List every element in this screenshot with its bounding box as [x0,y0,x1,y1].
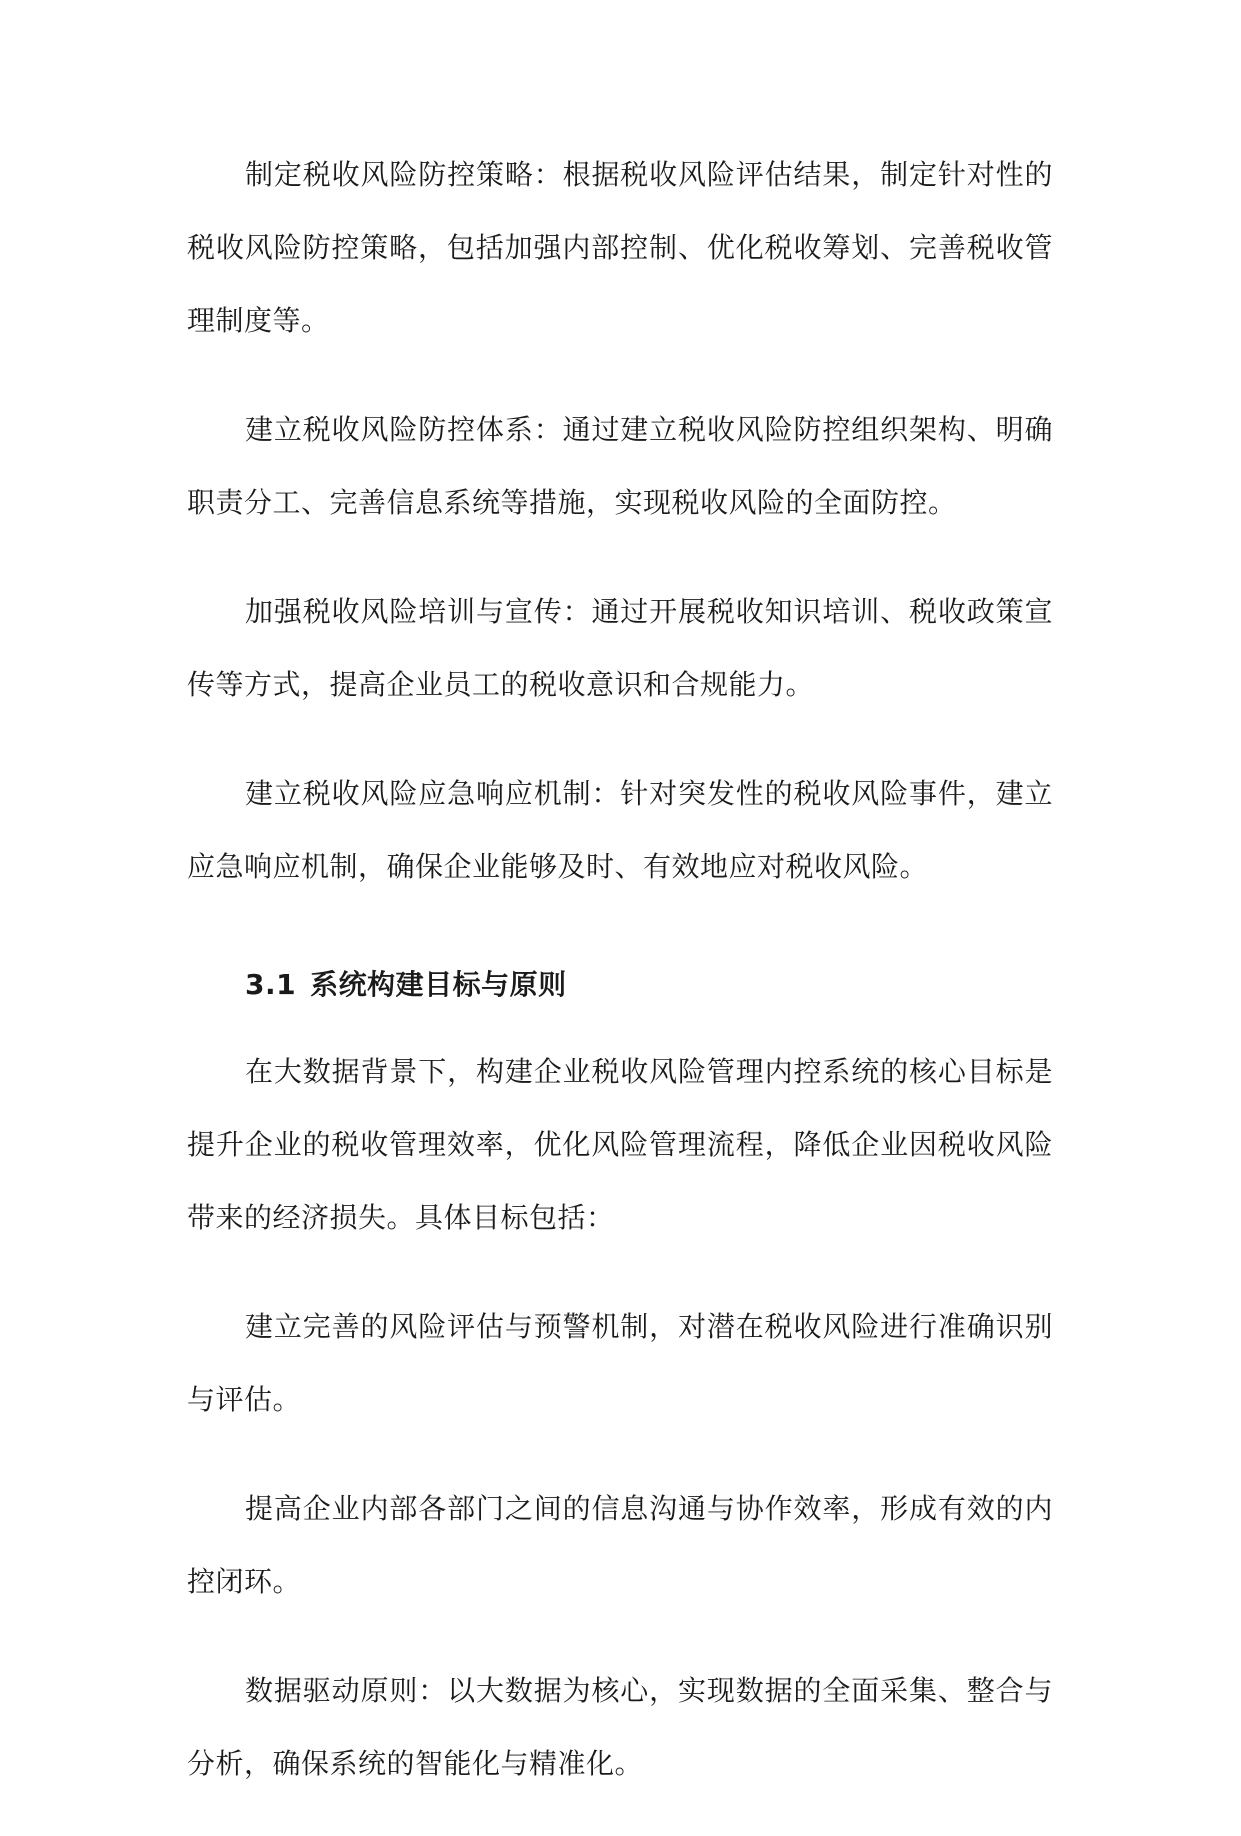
paragraph-risk-emergency: 建立税收风险应急响应机制：针对突发性的税收风险事件，建立应急响应机制，确保企业能够及时、有效地应对税收风险。 [187,777,1053,883]
section-number: 3.1 [245,968,297,1001]
document-page [187,138,1053,1836]
paragraph-risk-strategy: 制定税收风险防控策略：根据税收风险评估结果，制定针对性的税收风险防控策略，包括加强内部控制、优化税收筹划、完善税收管理制度等。 [187,158,1053,337]
paragraph-goal-assessment: 建立完善的风险评估与预警机制，对潜在税收风险进行准确识别与评估。 [187,1310,1053,1416]
paragraph-principle-data: 数据驱动原则：以大数据为核心，实现数据的全面采集、整合与分析，确保系统的智能化与精准化。 [187,1674,1053,1780]
paragraph-risk-system: 建立税收风险防控体系：通过建立税收风险防控组织架构、明确职责分工、完善信息系统等措施，实现税收风险的全面防控。 [187,413,1053,519]
paragraph-risk-training: 加强税收风险培训与宣传：通过开展税收知识培训、税收政策宣传等方式，提高企业员工的税收意识和合规能力。 [187,595,1053,701]
paragraph-core-goal: 在大数据背景下，构建企业税收风险管理内控系统的核心目标是提升企业的税收管理效率，优化风险管理流程，降低企业因税收风险带来的经济损失。具体目标包括： [187,1055,1053,1234]
section-title: 系统构建目标与原则 [310,968,567,1001]
paragraph-goal-communication: 提高企业内部各部门之间的信息沟通与协作效率，形成有效的内控闭环。 [187,1492,1053,1598]
section-heading [245,965,1053,1005]
